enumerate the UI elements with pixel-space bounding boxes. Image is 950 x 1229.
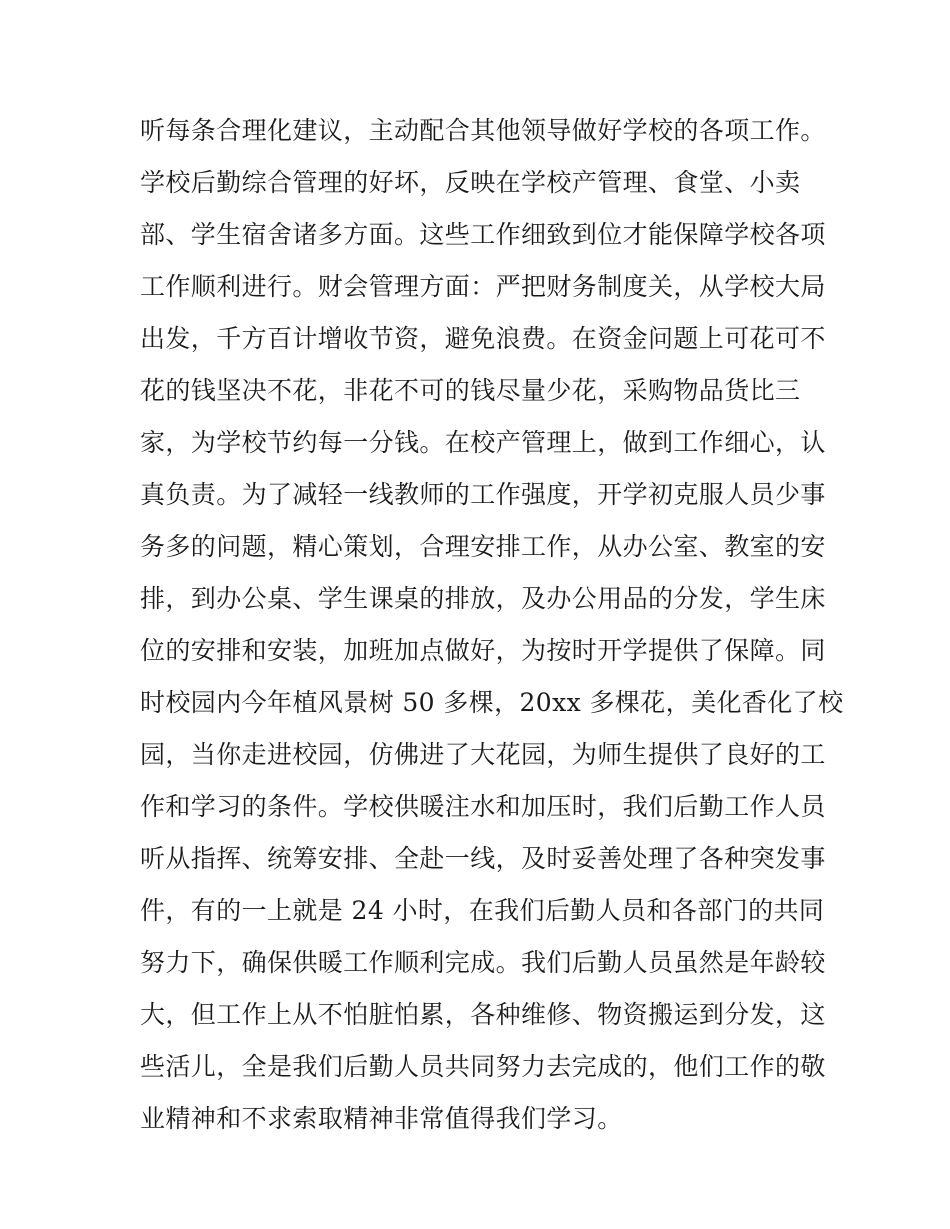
text-line: 学校后勤综合管理的好坏，反映在学校产管理、食堂、小卖 xyxy=(140,168,801,197)
text-line: 务多的问题，精心策划，合理安排工作，从办公室、教室的安 xyxy=(140,532,826,561)
text-line: 些活儿，全是我们后勤人员共同努力去完成的，他们工作的敬 xyxy=(140,1052,826,1081)
body-paragraph xyxy=(140,105,844,1145)
text-line: 部、学生宿舍诸多方面。这些工作细致到位才能保障学校各项 xyxy=(140,220,826,249)
text-line: 努力下，确保供暖工作顺利完成。我们后勤人员虽然是年龄较 xyxy=(140,948,826,977)
text-line: 听从指挥、统筹安排、全赴一线，及时妥善处理了各种突发事 xyxy=(140,844,826,873)
text-line: 作和学习的条件。学校供暖注水和加压时，我们后勤工作人员 xyxy=(140,792,826,821)
text-line: 工作顺利进行。财会管理方面：严把财务制度关，从学校大局 xyxy=(140,272,826,301)
text-line: 出发，千方百计增收节资，避免浪费。在资金问题上可花可不 xyxy=(140,324,826,353)
text-line: 大，但工作上从不怕脏怕累，各种维修、物资搬运到分发，这 xyxy=(140,1000,826,1029)
text-line: 园，当你走进校园，仿佛进了大花园，为师生提供了良好的工 xyxy=(140,740,826,769)
text-line: 排，到办公桌、学生课桌的排放，及办公用品的分发，学生床 xyxy=(140,584,826,613)
text-line: 位的安排和安装，加班加点做好，为按时开学提供了保障。同 xyxy=(140,636,826,665)
text-line: 听每条合理化建议，主动配合其他领导做好学校的各项工作。 xyxy=(140,116,826,145)
text-line: 业精神和不求索取精神非常值得我们学习。 xyxy=(140,1104,623,1133)
text-line: 真负责。为了减轻一线教师的工作强度，开学初克服人员少事 xyxy=(140,480,826,509)
text-line: 件，有的一上就是 24 小时，在我们后勤人员和各部门的共同 xyxy=(140,896,825,925)
text-line: 时校园内今年植风景树 50 多棵，20xx 多棵花，美化香化了校 xyxy=(140,688,844,717)
text-line: 花的钱坚决不花，非花不可的钱尽量少花，采购物品货比三 xyxy=(140,376,801,405)
text-line: 家，为学校节约每一分钱。在校产管理上，做到工作细心，认 xyxy=(140,428,826,457)
